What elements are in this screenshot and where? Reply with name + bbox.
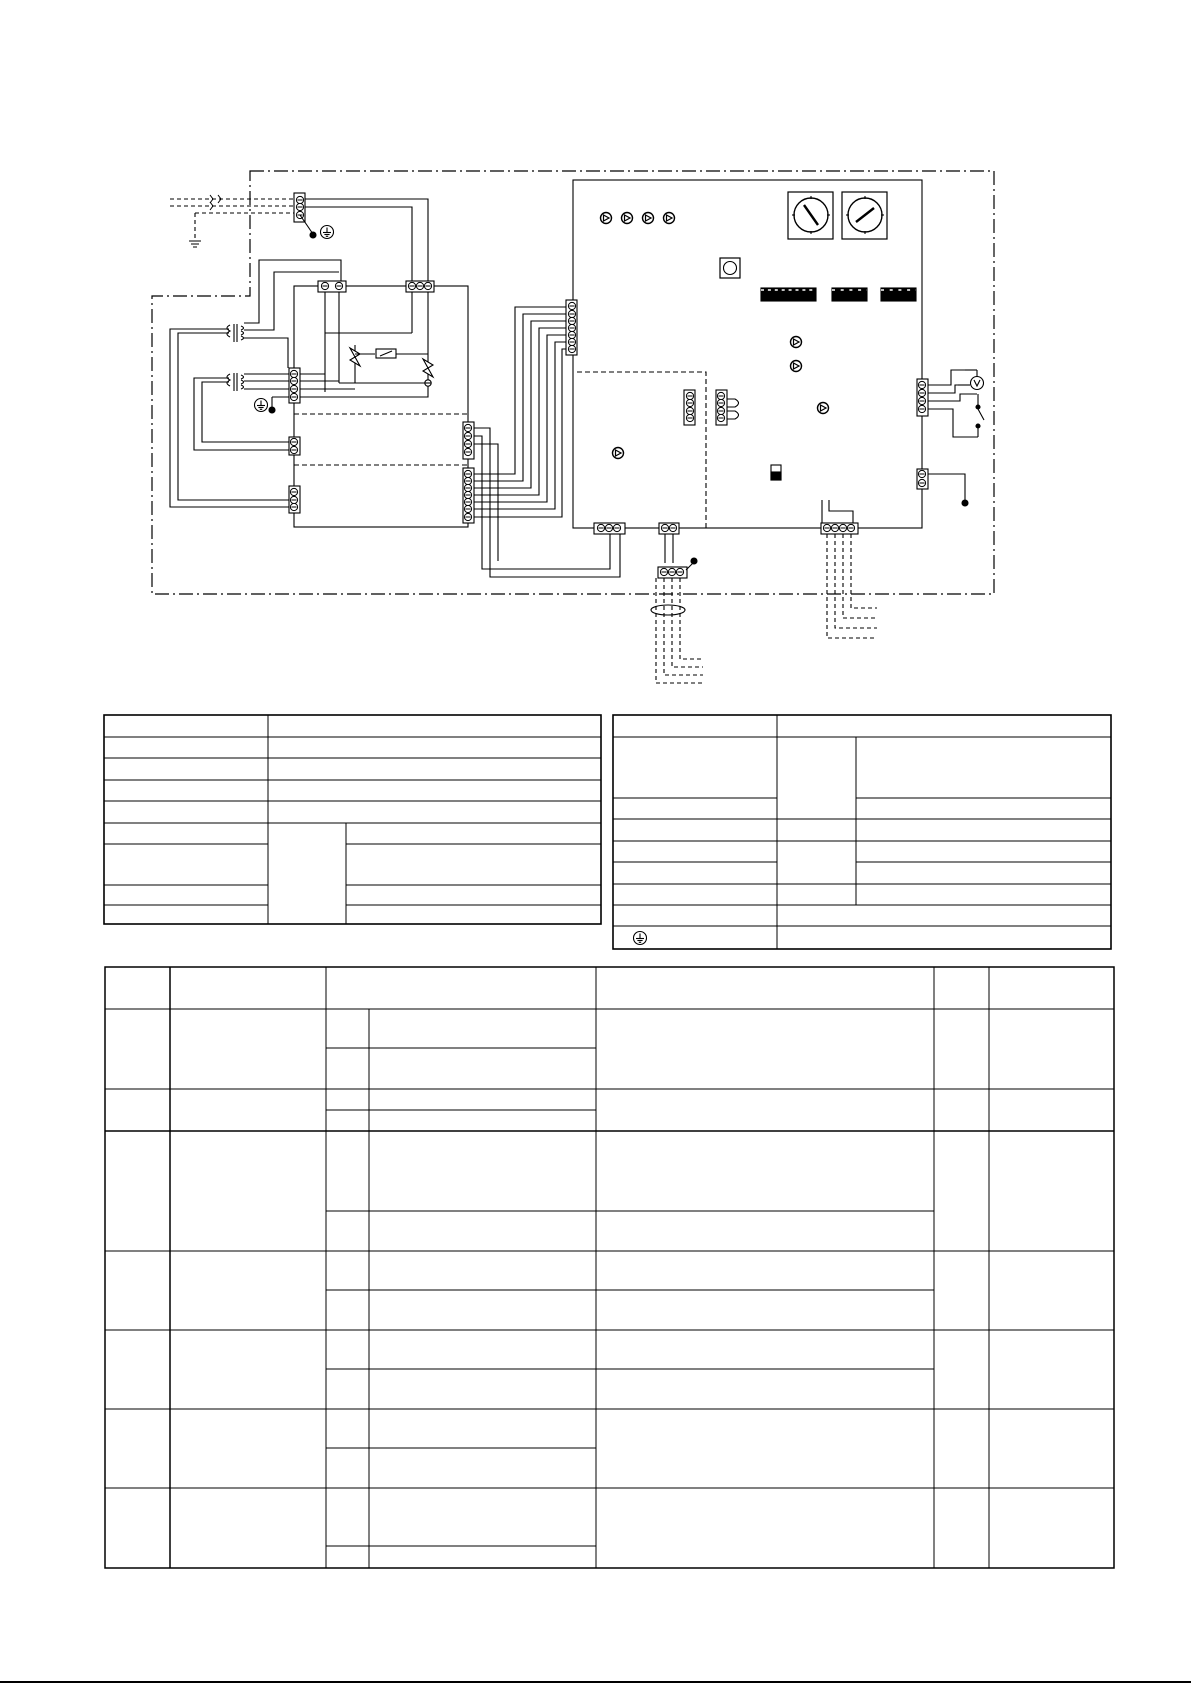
rotary-switch-2-icon: [842, 192, 887, 239]
transformer-module: [294, 286, 468, 527]
supply-breaks: [210, 195, 221, 210]
transformer-2-icon: [227, 373, 244, 391]
incoming-supply: [170, 199, 296, 240]
shield-earth-dot: [691, 558, 697, 564]
dip-switch-2-icon: [832, 288, 867, 301]
spec-table: [105, 967, 1114, 1568]
contact-open-dot: [976, 405, 980, 409]
sensor-dot: [962, 500, 968, 506]
rotary-switch-1-icon: [788, 192, 833, 239]
valve-icon: [350, 348, 360, 366]
diagram: [152, 171, 994, 683]
remote-cable: [827, 534, 877, 638]
lamp-icon: [971, 377, 984, 390]
incoming-earth-icon: [189, 241, 201, 247]
earth-connection-dot-2: [269, 407, 275, 413]
dip-switch-3-icon: [881, 288, 916, 301]
transformer-1-icon: [227, 324, 244, 342]
legend-left-table: [104, 715, 601, 924]
loop-link: [727, 399, 739, 419]
earth-connection-dot: [310, 232, 316, 238]
valve-icon-2: [423, 359, 433, 377]
contact-open-dot-2: [976, 424, 980, 428]
legend-right-table: [613, 715, 1111, 949]
dip-switch-1-icon: [761, 288, 816, 301]
